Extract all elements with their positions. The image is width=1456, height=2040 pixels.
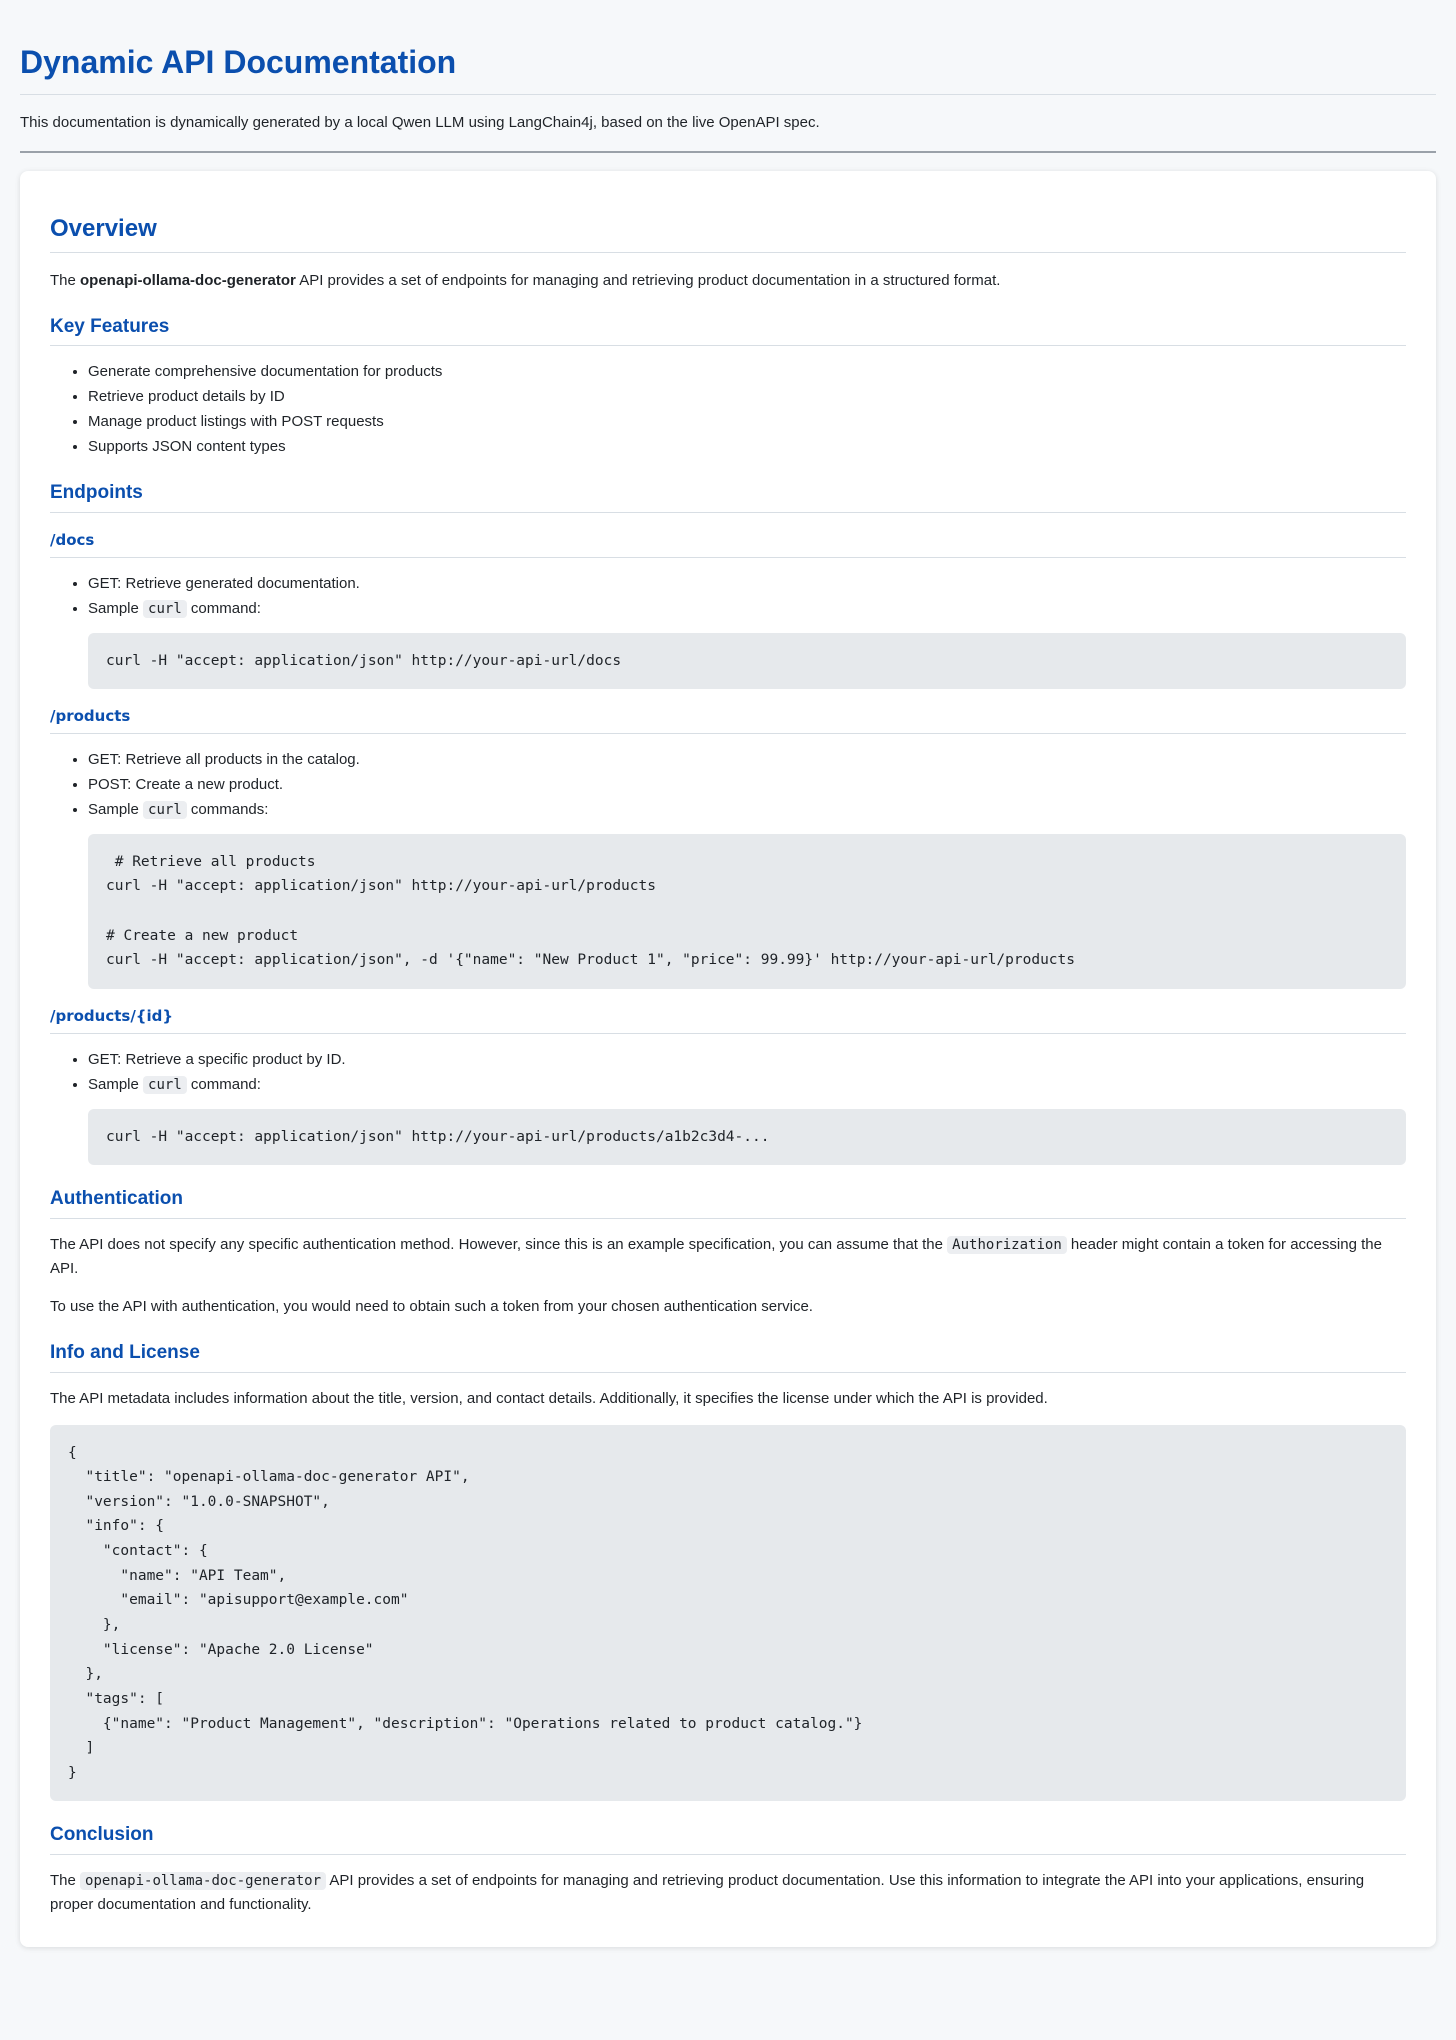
- list-item: • Supports JSON content types: [88, 435, 1406, 459]
- list-item: [88, 597, 1406, 621]
- inline-code: Authorization: [947, 1236, 1067, 1254]
- sample-suffix: command:: [186, 599, 261, 617]
- endpoints-heading: Endpoints: [50, 481, 1406, 513]
- authentication-text-2: To use the API with authentication, you would need to obtain such a token from your chosen authentication service.: [50, 1297, 813, 1315]
- sample-prefix: Sample: [88, 800, 144, 818]
- endpoint-docs-heading: /docs: [50, 531, 1406, 558]
- conclusion-text-before: The: [50, 1872, 81, 1890]
- sample-prefix: Sample: [88, 599, 144, 617]
- endpoint-docs-list: [50, 572, 1406, 621]
- info-license-text: The API metadata includes information about the title, version, and contact details. Additionally, it specifies the license under which the API is provided.: [50, 1389, 1048, 1407]
- overview-text-before: The: [50, 271, 81, 289]
- list-item: • GET: Retrieve generated documentation.: [88, 572, 1406, 596]
- authentication-heading: Authentication: [50, 1187, 1406, 1219]
- list-item: • POST: Create a new product.: [88, 773, 1406, 797]
- key-features-heading: Key Features: [50, 315, 1406, 347]
- conclusion-heading: Conclusion: [50, 1823, 1406, 1855]
- code-block-product-by-id: curl -H "accept: application/json" http://your-api-url/products/a1b2c3d4-...: [88, 1109, 1406, 1166]
- list-item: • Manage product listings with POST requests: [88, 410, 1406, 434]
- inline-code: openapi-ollama-doc-generator: [80, 1872, 326, 1890]
- authentication-text-1: [50, 1233, 1406, 1281]
- auth-text-after: header might contain a token for accessing the API.: [50, 1235, 1382, 1277]
- list-item: • GET: Retrieve a specific product by ID.: [88, 1048, 1406, 1072]
- code-block-docs: curl -H "accept: application/json" http://your-api-url/docs: [88, 633, 1406, 690]
- endpoint-product-by-id-heading: /products/{id}: [50, 1007, 1406, 1034]
- overview-heading: Overview: [50, 213, 1406, 253]
- page-title: Dynamic API Documentation: [20, 42, 1436, 95]
- code-block-info: { "title": "openapi-ollama-doc-generator API", "version": "1.0.0-SNAPSHOT", "info": { "contact": { "name": "API Team", "email": "apisupport@example.com" }, "license": "Apache 2.0 License" }, "tags": [ {"name": "Product Management", "description": "Operations related to product catalog."} ] }: [50, 1425, 1406, 1802]
- code-block-products: # Retrieve all products curl -H "accept: application/json" http://your-api-url/products # Create a new product curl -H "accept: application/json", -d '{"name": "New Product 1", "price": 99.99}' http://your-api-url/products: [88, 834, 1406, 989]
- endpoint-product-by-id-list: [50, 1048, 1406, 1097]
- info-license-heading: Info and License: [50, 1341, 1406, 1373]
- inline-code: curl: [143, 1076, 187, 1094]
- sample-suffix: command:: [186, 1075, 261, 1093]
- list-item: • Retrieve product details by ID: [88, 385, 1406, 409]
- conclusion-text: [50, 1869, 1406, 1917]
- overview-text: [50, 269, 1406, 293]
- list-item: • Generate comprehensive documentation for products: [88, 360, 1406, 384]
- sample-suffix: commands:: [186, 800, 269, 818]
- documentation-card: [20, 171, 1436, 1948]
- inline-code: curl: [143, 801, 187, 819]
- intro-text: This documentation is dynamically generated by a local Qwen LLM using LangChain4j, based on the live OpenAPI spec.: [20, 111, 1436, 153]
- auth-text-before: The API does not specify any specific authentication method. However, since this is an example specification, you can assume that the: [50, 1235, 948, 1253]
- key-features-list: [50, 360, 1406, 459]
- endpoint-products-heading: /products: [50, 707, 1406, 734]
- sample-prefix: Sample: [88, 1075, 144, 1093]
- inline-code: curl: [143, 600, 187, 618]
- list-item: • GET: Retrieve all products in the catalog.: [88, 748, 1406, 772]
- overview-text-after: API provides a set of endpoints for managing and retrieving product documentation in a structured format.: [295, 271, 1001, 289]
- list-item: [88, 1073, 1406, 1097]
- list-item: [88, 798, 1406, 822]
- conclusion-text-after: API provides a set of endpoints for managing and retrieving product documentation. Use this information to integrate the API into your applications, ensuring proper documentation and functionality.: [50, 1872, 1365, 1914]
- endpoint-products-list: [50, 748, 1406, 822]
- api-name: openapi-ollama-doc-generator: [80, 271, 296, 289]
